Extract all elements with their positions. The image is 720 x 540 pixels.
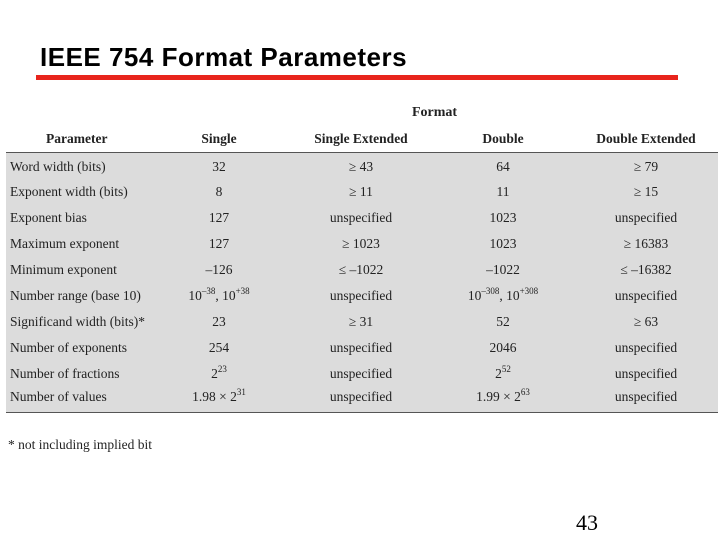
table-cell: –1022 xyxy=(486,261,520,277)
power-exponent: 52 xyxy=(501,363,511,374)
table-cell: unspecified xyxy=(614,287,678,303)
column-header: Double Extended xyxy=(574,126,718,153)
table-cell xyxy=(148,283,290,309)
table-row xyxy=(6,205,718,231)
table-cell: ≥ 31 xyxy=(348,313,374,329)
title-underline xyxy=(36,75,678,80)
table-cell: 254 xyxy=(208,339,230,355)
power-exponent: –308 xyxy=(481,285,500,296)
table-row xyxy=(6,361,718,387)
table-cell: 127 xyxy=(208,209,230,225)
table-cell xyxy=(148,361,290,387)
table-cell: 23 xyxy=(212,313,226,329)
table-row xyxy=(6,335,718,361)
table-header-row xyxy=(6,126,718,153)
table-cell xyxy=(148,387,290,413)
parameter-cell: Significand width (bits)* xyxy=(10,313,145,329)
table-row xyxy=(6,257,718,283)
separator: , xyxy=(215,287,223,303)
ieee-parameters-table-container xyxy=(6,126,718,413)
power-base: 2 xyxy=(211,365,218,381)
table-cell: unspecified xyxy=(614,209,678,225)
table-cell: ≥ 15 xyxy=(633,183,659,199)
separator: , xyxy=(499,287,507,303)
table-cell: –126 xyxy=(205,261,233,277)
table-row xyxy=(6,153,718,179)
column-header: Single xyxy=(148,126,290,153)
table-cell: unspecified xyxy=(614,339,678,355)
table-cell: ≤ –1022 xyxy=(338,261,384,277)
table-cell: ≥ 79 xyxy=(633,158,659,174)
table-cell xyxy=(432,361,574,387)
ieee-parameters-table xyxy=(6,126,718,413)
power-exponent: +308 xyxy=(519,285,539,296)
table-cell: unspecified xyxy=(329,287,393,303)
column-header: Double xyxy=(432,126,574,153)
power-exponent: +38 xyxy=(235,285,250,296)
parameter-cell: Word width (bits) xyxy=(10,158,106,174)
parameter-cell: Maximum exponent xyxy=(10,235,120,251)
table-cell: unspecified xyxy=(329,339,393,355)
power-base: 10 xyxy=(222,287,236,303)
table-row xyxy=(6,309,718,335)
table-cell: ≥ 1023 xyxy=(342,235,380,251)
table-cell: 1023 xyxy=(489,209,517,225)
table-row xyxy=(6,283,718,309)
parameter-cell: Minimum exponent xyxy=(10,261,117,277)
power-base: 1.98 × 2 xyxy=(192,389,237,405)
column-header: Single Extended xyxy=(290,126,432,153)
table-row xyxy=(6,387,718,413)
page-number: 43 xyxy=(576,510,598,535)
parameter-cell: Number of exponents xyxy=(10,339,127,355)
table-cell: unspecified xyxy=(614,365,678,381)
table-cell: 52 xyxy=(496,313,510,329)
power-base: 10 xyxy=(188,287,202,303)
power-exponent: 23 xyxy=(217,363,227,374)
power-base: 1.99 × 2 xyxy=(476,389,521,405)
table-cell: unspecified xyxy=(329,365,393,381)
power-exponent: –38 xyxy=(201,285,216,296)
table-cell: unspecified xyxy=(290,387,432,413)
table-footnote: * not including implied bit xyxy=(8,437,152,452)
parameter-cell: Number of fractions xyxy=(10,365,120,381)
power-exponent: 31 xyxy=(236,387,246,398)
table-cell: ≥ 11 xyxy=(349,183,373,199)
table-cell: unspecified xyxy=(574,387,718,413)
table-cell: ≥ 16383 xyxy=(623,235,669,251)
column-header: Parameter xyxy=(6,126,148,153)
parameter-cell: Exponent bias xyxy=(10,209,87,225)
table-cell xyxy=(432,387,574,413)
table-cell: 11 xyxy=(496,183,510,199)
table-cell: 64 xyxy=(496,158,510,174)
parameter-cell: Number of values xyxy=(6,387,148,413)
power-exponent: 63 xyxy=(520,387,530,398)
power-base: 2 xyxy=(495,365,502,381)
parameter-cell: Exponent width (bits) xyxy=(10,183,128,199)
slide-title: IEEE 754 Format Parameters xyxy=(40,42,408,72)
table-cell: 32 xyxy=(212,158,226,174)
table-row xyxy=(6,231,718,257)
table-cell: 2046 xyxy=(489,339,517,355)
table-cell: ≥ 63 xyxy=(633,313,659,329)
table-cell: ≤ –16382 xyxy=(620,261,672,277)
table-cell: 1023 xyxy=(489,235,517,251)
format-group-header: Format xyxy=(412,105,458,120)
power-base: 10 xyxy=(467,287,482,303)
table-cell: ≥ 43 xyxy=(348,158,374,174)
parameter-cell: Number range (base 10) xyxy=(10,287,141,303)
table-row xyxy=(6,179,718,205)
table-cell: 127 xyxy=(208,235,230,251)
table-cell: unspecified xyxy=(329,209,393,225)
power-base: 10 xyxy=(506,287,520,303)
table-cell: 8 xyxy=(215,183,223,199)
table-cell xyxy=(432,283,574,309)
